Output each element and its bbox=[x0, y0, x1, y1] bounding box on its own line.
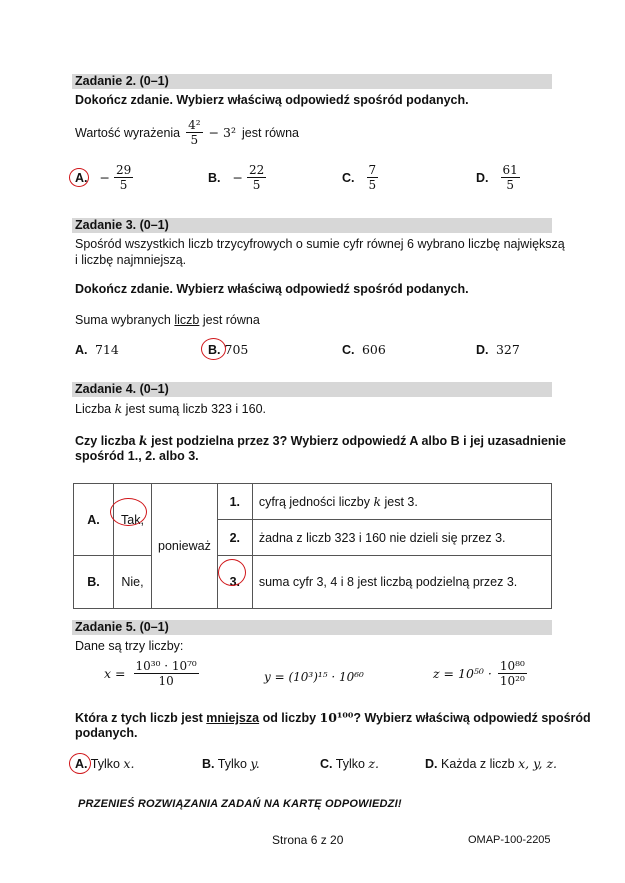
z3-option-d-value: 327 bbox=[495, 342, 520, 357]
z4-tak-circle bbox=[110, 498, 147, 526]
z5-q-post: ? Wybierz właściwą odpowiedź spośród bbox=[353, 711, 591, 725]
z4-header: Zadanie 4. (0–1) bbox=[72, 382, 552, 397]
z5-q-power: 10¹⁰⁰ bbox=[319, 710, 354, 725]
z4-b-text[interactable]: Nie, bbox=[114, 556, 152, 609]
z2-option-a-sign: − bbox=[99, 170, 110, 185]
z5-z-num: 10⁸⁰ bbox=[499, 659, 525, 673]
z3-option-c-value: 606 bbox=[361, 342, 386, 357]
z2-stem-fraction bbox=[186, 118, 202, 147]
z5-option-a-text: Tylko bbox=[90, 757, 124, 771]
z4-r2-num[interactable]: 2. bbox=[217, 520, 252, 556]
z4-text-pre: Liczba bbox=[75, 402, 115, 416]
z5-option-c-text: Tylko bbox=[335, 757, 369, 771]
z2-option-c-letter: C. bbox=[342, 170, 355, 185]
z2-option-c-den: 5 bbox=[368, 178, 377, 192]
z5-option-c[interactable] bbox=[320, 756, 379, 771]
z3-option-c-letter: C. bbox=[342, 343, 355, 357]
z3-option-d[interactable] bbox=[476, 342, 520, 357]
z5-z-den: 10²⁰ bbox=[499, 674, 525, 688]
z5-x-den: 10 bbox=[158, 674, 174, 688]
z4-r1-pre: cyfrą jedności liczby bbox=[258, 495, 374, 509]
z3-instruction: Dokończ zdanie. Wybierz właściwą odpowiedź spośród podanych. bbox=[75, 282, 469, 296]
z2-option-b[interactable] bbox=[208, 163, 266, 192]
z3-answer-circle bbox=[201, 338, 226, 360]
z3-option-a[interactable] bbox=[75, 342, 119, 357]
z2-option-a-den: 5 bbox=[119, 178, 128, 192]
z2-option-b-letter: B. bbox=[208, 170, 221, 185]
z5-option-b[interactable] bbox=[202, 756, 260, 771]
z5-option-b-var: y. bbox=[250, 756, 260, 771]
transfer-notice: PRZENIEŚ ROZWIĄZANIA ZADAŃ NA KARTĘ ODPOWIEDZI! bbox=[78, 798, 402, 810]
z5-option-c-letter: C. bbox=[320, 757, 333, 771]
z2-stem-num: 4² bbox=[188, 118, 201, 132]
z5-intro: Dane są trzy liczby: bbox=[75, 639, 184, 653]
z4-r1-var: k bbox=[373, 494, 382, 509]
z2-stem-den: 5 bbox=[190, 133, 199, 147]
z2-option-d-den: 5 bbox=[506, 178, 514, 192]
z2-stem-text: Wartość wyrażenia bbox=[75, 125, 181, 140]
z5-option-d-letter: D. bbox=[425, 757, 438, 771]
z2-option-c[interactable] bbox=[342, 163, 378, 192]
z2-header: Zadanie 2. (0–1) bbox=[72, 74, 552, 89]
z4-text-post: jest sumą liczb 323 i 160. bbox=[122, 402, 267, 416]
z4-reason-circle bbox=[218, 559, 246, 586]
z2-option-a-letter: A. bbox=[75, 170, 88, 185]
z2-answer-circle bbox=[69, 168, 89, 187]
z2-stem-tail: − 3² bbox=[208, 125, 236, 140]
z3-text-line1: Spośród wszystkich liczb trzycyfrowych o sumie cyfr równej 6 wybrano liczbę największą bbox=[75, 237, 565, 251]
z2-option-b-num: 22 bbox=[248, 163, 265, 177]
z5-q-mid: od liczby bbox=[259, 711, 320, 725]
z5-option-d-text: Każda z liczb bbox=[440, 757, 519, 771]
z5-option-b-text: Tylko bbox=[217, 757, 251, 771]
z3-option-a-letter: A. bbox=[75, 343, 88, 357]
z2-stem bbox=[75, 118, 299, 147]
z3-stem-pre: Suma wybranych bbox=[75, 313, 175, 327]
z5-option-d-var: x, y, z. bbox=[518, 756, 558, 771]
z4-r2-text: żadna z liczb 323 i 160 nie dzieli się przez 3. bbox=[252, 520, 551, 556]
z2-option-d[interactable] bbox=[476, 163, 520, 192]
z5-question-line2: podanych. bbox=[75, 726, 138, 740]
z2-option-a-num: 29 bbox=[115, 163, 132, 177]
z4-b-letter: B. bbox=[74, 556, 114, 609]
z3-text-line2: i liczbę najmniejszą. bbox=[75, 253, 187, 267]
z4-q-var: k bbox=[138, 433, 148, 448]
z4-text bbox=[75, 401, 266, 416]
z2-instruction: Dokończ zdanie. Wybierz właściwą odpowiedź spośród podanych. bbox=[75, 93, 469, 107]
z4-q-pre: Czy liczba bbox=[75, 434, 139, 448]
z3-option-b-value: 705 bbox=[224, 342, 249, 357]
z4-r3-num[interactable]: 3. bbox=[217, 556, 252, 609]
z5-option-d[interactable] bbox=[425, 756, 557, 771]
z3-option-b-letter: B. bbox=[208, 343, 221, 357]
z3-header: Zadanie 3. (0–1) bbox=[72, 218, 552, 233]
z3-option-d-letter: D. bbox=[476, 343, 489, 357]
z3-option-a-value: 714 bbox=[94, 342, 119, 357]
z2-option-d-num: 61 bbox=[502, 163, 518, 177]
z4-a-letter: A. bbox=[74, 484, 114, 556]
z2-stem-end: jest równa bbox=[242, 125, 299, 140]
z4-question-line2: spośród 1., 2. albo 3. bbox=[75, 449, 199, 463]
z5-x-num: 10³⁰ · 10⁷⁰ bbox=[135, 659, 197, 673]
page-number: Strona 6 z 20 bbox=[272, 833, 344, 847]
z2-option-b-sign: − bbox=[232, 170, 243, 185]
z4-r3-text: suma cyfr 3, 4 i 8 jest liczbą podzielną przez 3. bbox=[252, 556, 551, 609]
exam-code: OMAP-100-2205 bbox=[468, 834, 551, 846]
z5-option-a-var: x. bbox=[123, 756, 135, 771]
z5-question-line1 bbox=[75, 710, 591, 725]
z4-answer-table bbox=[73, 483, 552, 609]
z5-option-a-letter: A. bbox=[75, 757, 88, 771]
z3-stem-underlined: liczb bbox=[174, 313, 200, 327]
z5-z-lhs: z = 10⁵⁰ · bbox=[433, 666, 492, 681]
z5-q-pre: Która z tych liczb jest bbox=[75, 711, 207, 725]
z4-r1-post: jest 3. bbox=[381, 495, 418, 509]
z2-option-c-num: 7 bbox=[368, 163, 377, 177]
z5-header: Zadanie 5. (0–1) bbox=[72, 620, 552, 635]
z3-option-c[interactable] bbox=[342, 342, 386, 357]
z2-option-d-letter: D. bbox=[476, 170, 489, 185]
z5-option-c-var: z. bbox=[368, 756, 379, 771]
z3-stem-post: jest równa bbox=[199, 313, 260, 327]
z5-y-expression: y = (10³)¹⁵ · 10⁶⁰ bbox=[264, 670, 364, 684]
z4-text-var: k bbox=[114, 401, 123, 416]
z2-option-b-den: 5 bbox=[252, 178, 261, 192]
z5-option-b-letter: B. bbox=[202, 757, 215, 771]
z5-z-expression bbox=[433, 659, 527, 688]
z4-r1-text bbox=[252, 484, 551, 520]
z4-because: ponieważ bbox=[152, 484, 218, 609]
z5-x-expression bbox=[104, 659, 199, 688]
z5-answer-circle bbox=[69, 753, 91, 774]
z4-a-text[interactable]: Tak, bbox=[114, 484, 152, 556]
z4-r1-num[interactable]: 1. bbox=[217, 484, 252, 520]
z5-x-lhs: x = bbox=[104, 666, 126, 681]
z3-stem bbox=[75, 313, 260, 327]
z4-q-post: jest podzielna przez 3? Wybierz odpowiedź A albo B i jej uzasadnienie bbox=[147, 434, 566, 448]
z4-question-line1 bbox=[75, 433, 566, 448]
z5-q-underlined: mniejsza bbox=[206, 711, 260, 725]
